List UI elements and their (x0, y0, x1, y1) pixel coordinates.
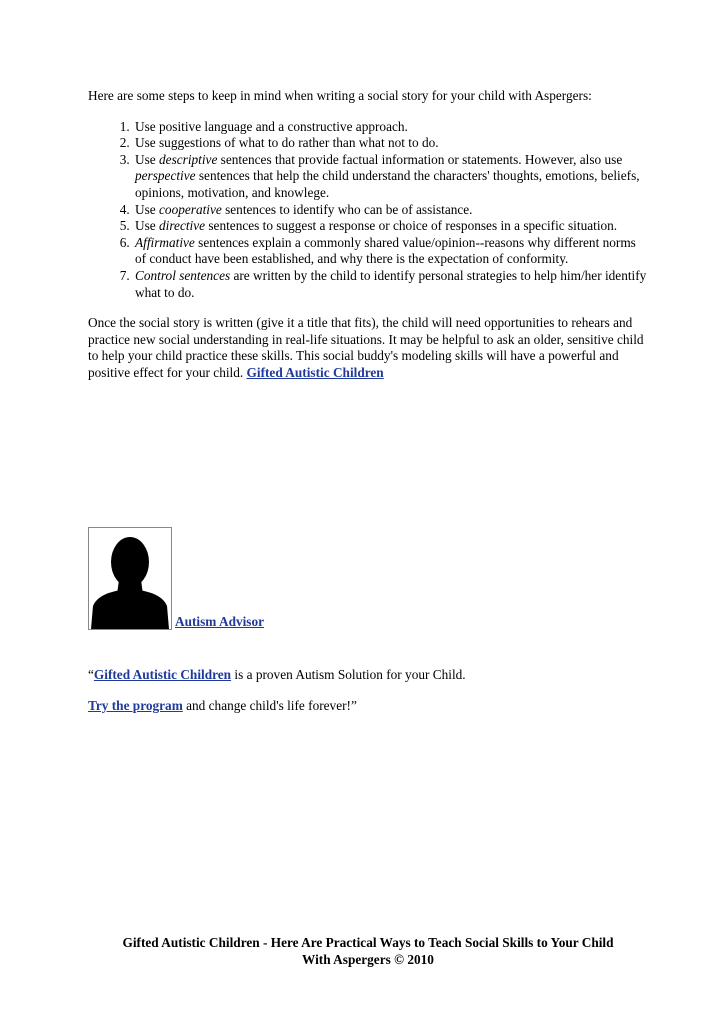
step-text: sentences explain a commonly shared value/opinion--reasons why different norms of conduct have been established, and why there is the expectation of conformity. (135, 234, 636, 267)
list-item (133, 135, 648, 152)
page-footer (80, 934, 656, 968)
document-body (88, 88, 648, 382)
step-text: sentences to identify who can be of assistance. (221, 201, 473, 217)
gifted-autistic-children-link[interactable]: Gifted Autistic Children (93, 667, 232, 682)
call-to-action-text: and change child's life forever!” (182, 698, 357, 713)
call-to-action-line (88, 698, 648, 715)
person-silhouette-icon (88, 527, 172, 630)
emphasis: descriptive (159, 151, 218, 167)
closing-paragraph (88, 315, 648, 381)
emphasis: directive (159, 218, 206, 234)
step-text: are written by the child to identify personal strategies to help him/her identify what to do. (135, 267, 647, 300)
list-item (133, 235, 648, 268)
list-item (133, 268, 648, 301)
step-text: Use suggestions of what to do rather than what not to do. (135, 135, 439, 151)
open-quote: “ (88, 667, 94, 682)
advisor-block (88, 527, 488, 632)
footer-line: Gifted Autistic Children - Here Are Practical Ways to Teach Social Skills to Your Child (122, 935, 614, 950)
step-text: Use (135, 151, 160, 167)
testimonial-line (88, 667, 648, 684)
gifted-autistic-children-link[interactable]: Gifted Autistic Children (246, 364, 384, 380)
list-item (133, 119, 648, 136)
autism-advisor-link[interactable]: Autism Advisor (175, 614, 265, 629)
step-text: Use (135, 201, 160, 217)
testimonial-text: is a proven Autism Solution for your Child. (231, 667, 466, 682)
emphasis: Affirmative (135, 234, 195, 250)
step-text: Use positive language and a constructive approach. (135, 118, 408, 134)
closing-text: Once the social story is written (give it a title that fits), the child will need opportunities to rehears and practice new social understanding in real-life situations. It may be helpful to ask an older, sensitive child to help your child practice these skills. This social buddy's modeling skills will have a powerful and positive effect for your child. (88, 315, 644, 380)
step-text: Use (135, 218, 160, 234)
emphasis: perspective (135, 168, 196, 184)
footer-line: With Aspergers © 2010 (302, 952, 434, 967)
list-item (133, 152, 648, 202)
emphasis: Control sentences (135, 267, 231, 283)
step-text: sentences that help the child understand the characters' thoughts, emotions, beliefs, opinions, motivation, and knowlege. (135, 168, 640, 200)
try-the-program-link[interactable]: Try the program (88, 698, 183, 713)
list-item (133, 202, 648, 219)
step-text: sentences to suggest a response or choice of responses in a specific situation. (205, 218, 618, 234)
list-item (133, 218, 648, 235)
emphasis: cooperative (159, 201, 222, 217)
step-text: sentences that provide factual information or statements. However, also use (217, 151, 623, 167)
intro-paragraph: Here are some steps to keep in mind when writing a social story for your child with Aspergers: (88, 88, 592, 103)
steps-list (88, 119, 648, 302)
